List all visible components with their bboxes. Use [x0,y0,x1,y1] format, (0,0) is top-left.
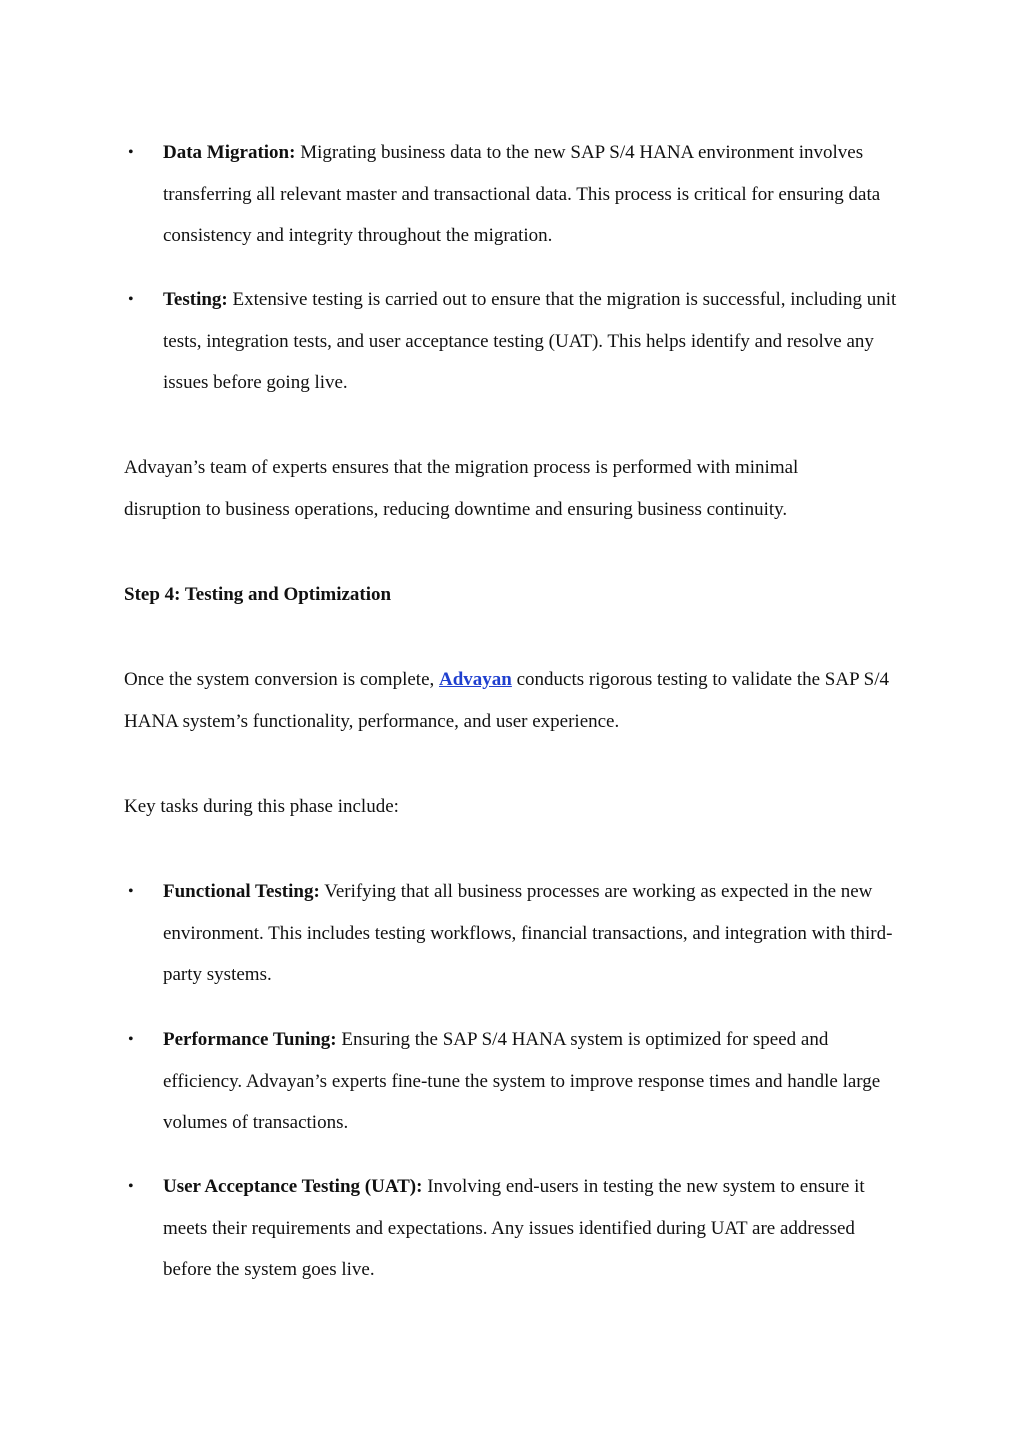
list-item-label: Performance Tuning: [163,1029,337,1050]
advayan-link[interactable]: Advayan [439,669,512,690]
list-item-label: User Acceptance Testing (UAT): [163,1176,423,1197]
bullet-icon: • [128,144,134,161]
list-item-data-migration [124,132,904,257]
bullet-icon: • [128,1178,134,1195]
list-item-text [163,1019,904,1144]
list-item-label: Functional Testing: [163,881,320,902]
list-item-text [163,871,904,996]
list-item-performance-tuning [124,1019,904,1144]
list-item-text [163,132,904,257]
paragraph-step4-before: Once the system conversion is complete, [124,669,440,690]
list-item-label: Testing: [163,289,228,310]
bullet-icon: • [128,883,134,900]
list-item-body: Involving end-users in testing the new system to ensure it meets their requirements and expectations. Any issues identified during UAT are addressed before the system goes live. [163,1176,865,1280]
list-item-functional-testing [124,871,904,996]
bullet-icon: • [128,1031,134,1048]
list-item-uat [124,1166,904,1291]
list-item-body: Migrating business data to the new SAP S/4 HANA environment involves transferring all relevant master and transactional data. This process is critical for ensuring data consistency and integrity throughout the migration. [163,142,881,246]
paragraph-step4-after: conducts rigorous testing to validate the SAP S/4 HANA system’s functionality, performance, and user experience. [124,669,890,732]
bullet-icon: • [128,291,134,308]
list-item-text [163,1166,904,1291]
key-tasks-intro: Key tasks during this phase include: [124,796,399,817]
paragraph-step4 [124,659,894,742]
section-heading-step4: Step 4: Testing and Optimization [124,584,392,605]
paragraph-team: Advayan’s team of experts ensures that the migration process is performed with minimal disruption to business operations, reducing downtime and ensuring business continuity. [124,457,799,520]
list-item-text [163,279,904,404]
list-item-testing [124,279,904,404]
list-item-body: Extensive testing is carried out to ensure that the migration is successful, including unit tests, integration tests, and user acceptance testing (UAT). This helps identify and resolve any issues before going live. [163,289,897,393]
list-item-label: Data Migration: [163,142,296,163]
list-item-body: Verifying that all business processes are working as expected in the new environment. This includes testing workflows, financial transactions, and integration with third-party systems. [163,881,893,985]
list-item-body: Ensuring the SAP S/4 HANA system is optimized for speed and efficiency. Advayan’s experts fine-tune the system to improve response times and handle large volumes of transactions. [163,1029,881,1133]
